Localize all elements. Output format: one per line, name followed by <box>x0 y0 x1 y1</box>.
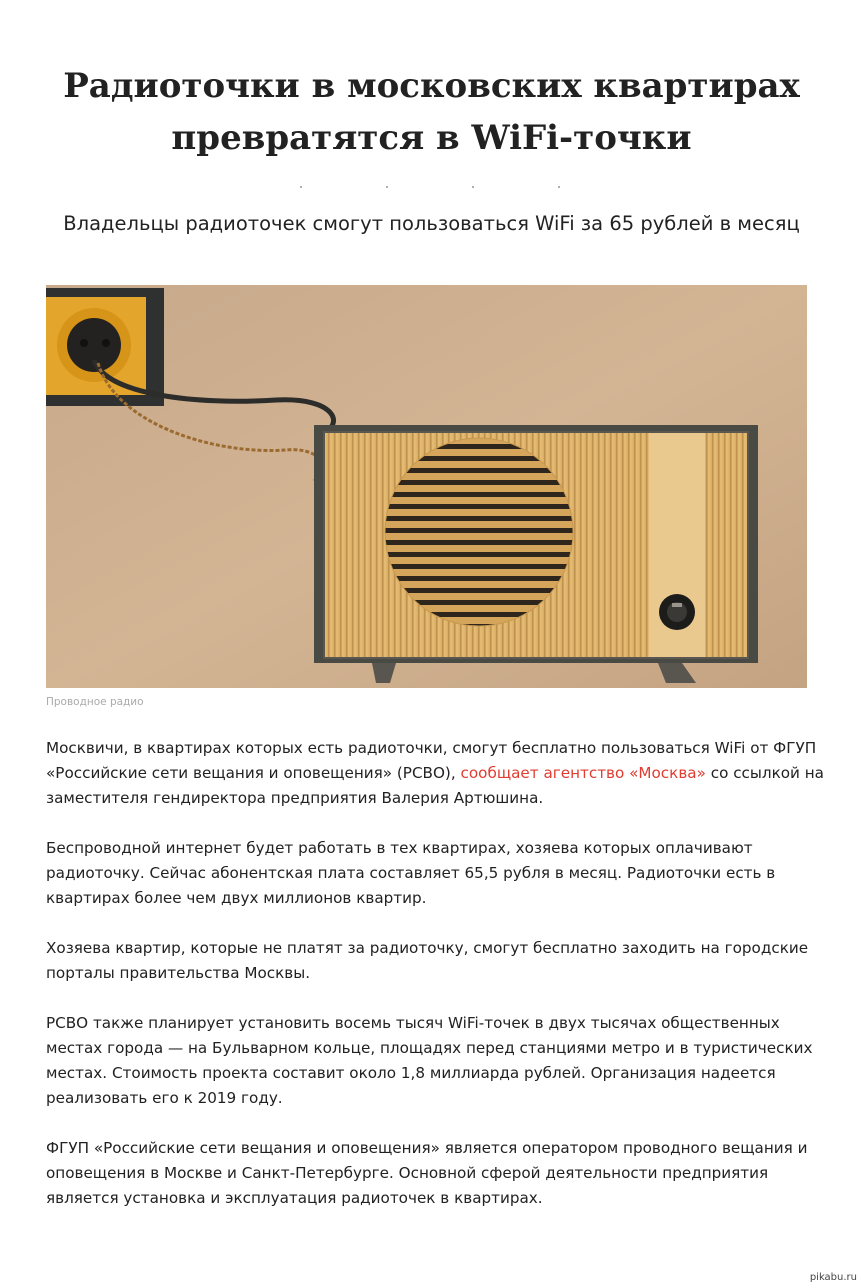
paragraph-5: ФГУП «Российские сети вещания и оповещения» является оператором проводного вещания и оповещения в Москве и Санкт-Петербурге. Основной сферой деятельности предприятия является установка и эксплуатация радиоточек в квартирах. <box>46 1139 808 1207</box>
image-caption: Проводное радио <box>46 696 144 708</box>
paragraph-4: РСВО также планирует установить восемь тысяч WiFi-точек в двух тысячах общественных местах города — на Бульварном кольце, площадях перед станциями метро и в туристических местах. Стоимость проекта составит около 1,8 миллиарда рублей. Организация надеется реализовать его к 2019 году. <box>46 1014 813 1107</box>
radio-speaker-photo <box>46 285 807 688</box>
article-lead: Владельцы радиоточек смогут пользоваться WiFi за 65 рублей в месяц <box>63 212 800 235</box>
paragraph-1-text-start: Москвичи, в квартирах которых есть радиоточки, смогут бесплатно пользоваться WiFi от ФГУП «Российские сети вещания и оповещения» (РСВО), <box>46 739 817 782</box>
paragraph-2: Беспроводной интернет будет работать в тех квартирах, хозяева которых оплачивают радиоточку. Сейчас абонентская плата составляет 65,5 рубля в месяц. Радиоточки есть в квартирах более чем двух миллионов квартир. <box>46 839 776 907</box>
article-meta-dots <box>300 180 560 194</box>
paragraph-1 <box>46 736 826 811</box>
paragraph-3: Хозяева квартир, которые не платят за радиоточку, смогут бесплатно заходить на городские порталы правительства Москвы. <box>46 939 809 982</box>
article-title: Радиоточки в московских квартирах превратятся в WiFi-точки <box>63 66 800 158</box>
paragraph-1-text-end: со ссылкой на заместителя гендиректора предприятия Валерия Артюшина. <box>46 764 824 807</box>
source-agency-link[interactable]: сообщает агентство «Москва» <box>460 764 706 782</box>
article-body <box>46 736 826 1236</box>
pikabu-watermark: pikabu.ru <box>809 1272 857 1283</box>
